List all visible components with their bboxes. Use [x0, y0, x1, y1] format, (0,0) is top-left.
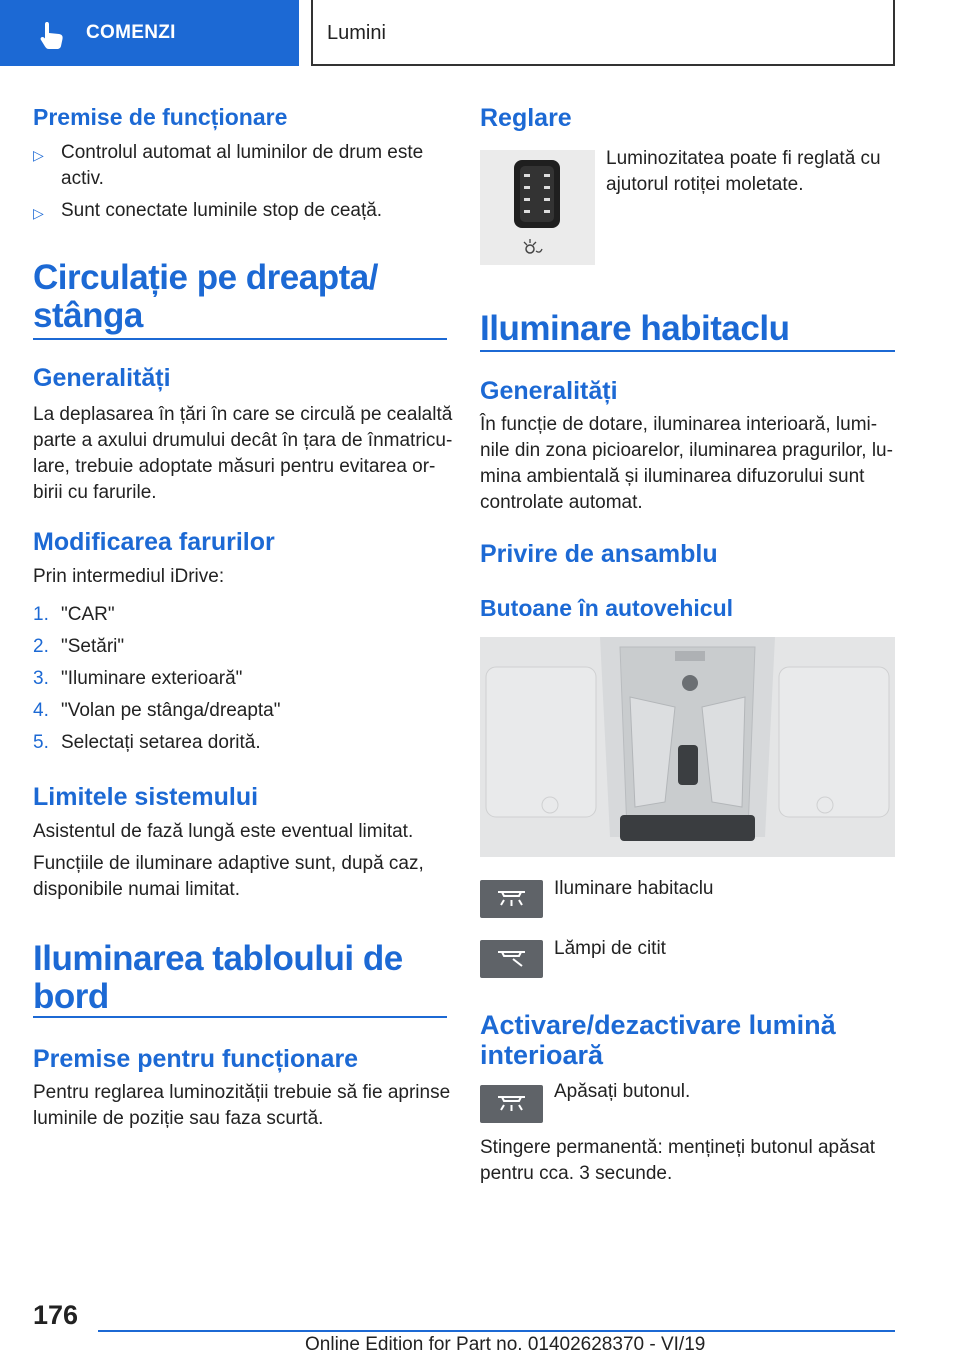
thumbwheel-icon: [480, 150, 595, 265]
interior-light-button-icon: [480, 880, 543, 918]
modificarea-title: Modificarea farurilor: [33, 528, 275, 556]
section-title-iluminare-habitaclu: Iluminare habitaclu: [480, 309, 790, 348]
premise-title: Premise de funcționare: [33, 104, 288, 130]
generalitati-right-title: Generalități: [480, 377, 618, 405]
reglare-text: Luminozitatea poate fi reglată cu ajutorul rotiței moletate.: [606, 148, 881, 195]
interior-light-button-icon: [480, 1085, 543, 1123]
premise-pentru-title: Premise pentru funcționare: [33, 1045, 359, 1073]
generalitati-title: Generalități: [33, 364, 171, 392]
triangle-bullet-icon: ▷: [33, 147, 44, 163]
chapter-title: Lumini: [327, 22, 386, 44]
activare-icon-text: Apăsați butonul.: [554, 1081, 691, 1102]
section-tab-label: COMENZI: [86, 22, 176, 43]
reglare-title: Reglare: [480, 104, 572, 132]
generalitati-right-text: În funcție de dotare, iluminarea interioară, lumi- nile din zona picioarelor, iluminarea pragurilor, lu- mina ambientală și iluminarea difuzorului sunt controlate automat.: [480, 414, 893, 513]
edition-text: Online Edition for Part no. 01402628370 - VI/19: [305, 1334, 706, 1355]
overhead-console-photo: [480, 637, 895, 857]
limitele-title: Limitele sistemului: [33, 783, 259, 811]
section-tab[interactable]: [0, 0, 299, 66]
section-title-circulatie: Circulație pe dreapta/ stânga: [33, 258, 378, 335]
reading-light-label: Lămpi de citit: [554, 938, 666, 959]
premise-pentru-text: Pentru reglarea luminozității trebuie să fie aprinse luminile de poziție sau faza scurtă.: [33, 1082, 451, 1129]
section-rule: [33, 1016, 447, 1018]
page-number: 176: [33, 1300, 79, 1330]
section-rule: [33, 338, 447, 340]
interior-light-label: Iluminare habitaclu: [554, 878, 714, 899]
limitele-p1: Asistentul de fază lungă este eventual limitat.: [33, 821, 414, 842]
modificarea-intro: Prin intermediul iDrive:: [33, 566, 225, 587]
hand-pointer-icon: [38, 20, 66, 50]
triangle-bullet-icon: ▷: [33, 205, 44, 221]
thumbwheel-illustration: [480, 150, 595, 265]
generalitati-text: La deplasarea în țări în care se circulă pe cealaltă parte a axului drumului decât în țara de înmatricu- lare, trebuie adoptate măsuri pentru evitarea or- birii cu farurile.: [33, 404, 453, 503]
section-rule: [480, 350, 895, 352]
activare-title: Activare/dezactivare lumină interioară: [480, 1010, 836, 1070]
activare-text: Stingere permanentă: mențineți butonul apăsat pentru cca. 3 secunde.: [480, 1137, 876, 1184]
butoane-title: Butoane în autovehicul: [480, 595, 734, 621]
reading-light-button-icon: [480, 940, 543, 978]
limitele-p2: Funcțiile de iluminare adaptive sunt, după caz, disponibile numai limitat.: [33, 853, 424, 900]
privire-title: Privire de ansamblu: [480, 540, 718, 568]
footer-rule: [98, 1330, 895, 1332]
section-title-iluminarea-tabloului: Iluminarea tabloului de bord: [33, 939, 403, 1016]
chapter-header: [311, 0, 895, 66]
